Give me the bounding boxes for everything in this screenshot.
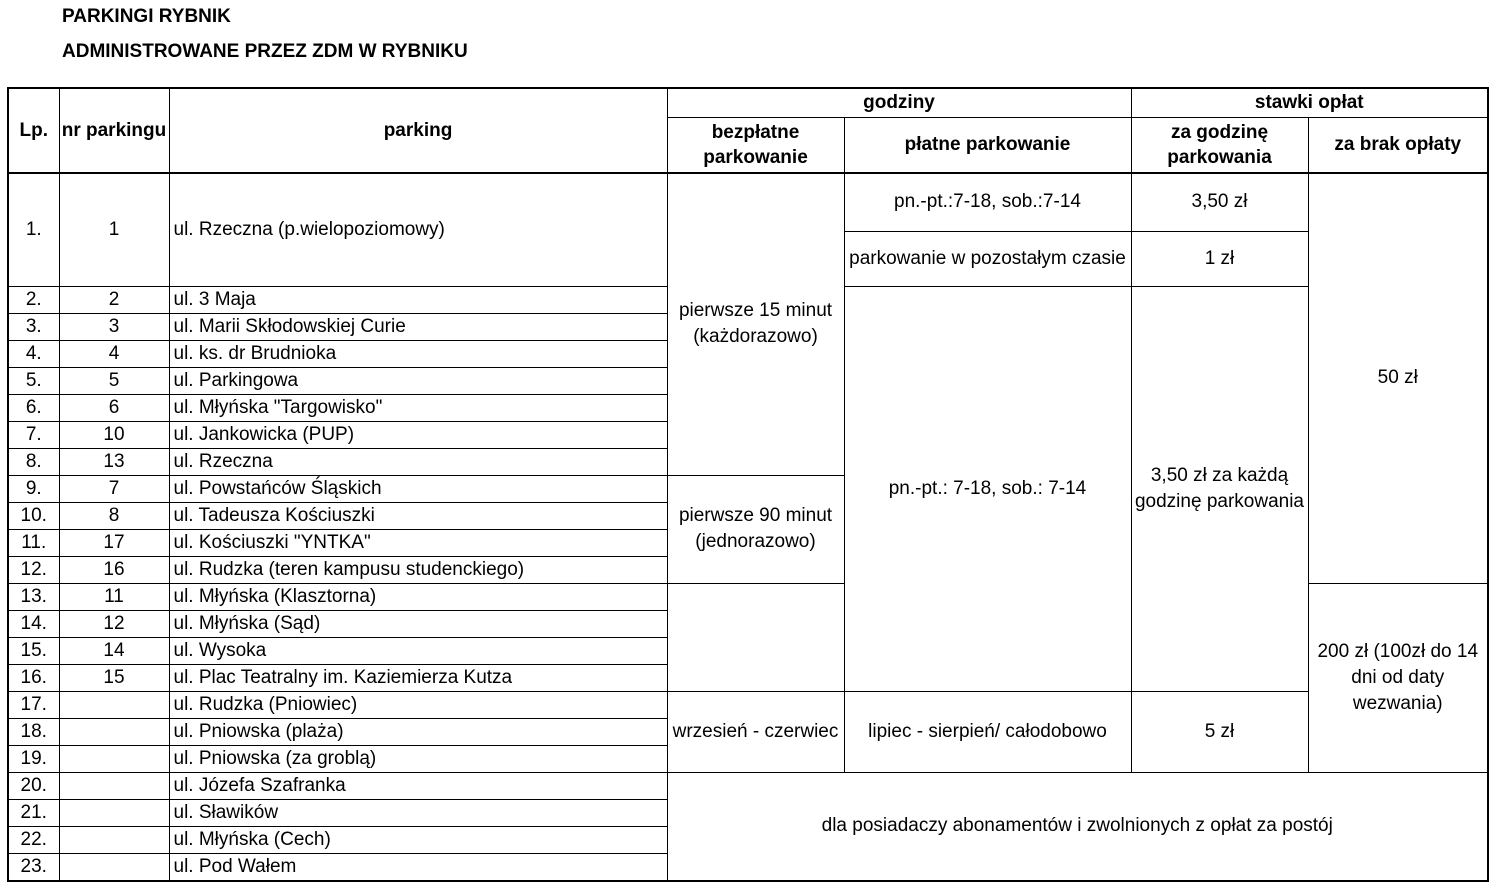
header-stawki-oplat: stawki opłat [1131, 88, 1488, 117]
cell-lp: 8. [8, 448, 59, 475]
cell-parking-name: ul. Jankowicka (PUP) [169, 421, 667, 448]
header-bezplatne: bezpłatne parkowanie [667, 117, 844, 173]
cell-lp: 2. [8, 286, 59, 313]
cell-parking-name: ul. Młyńska (Cech) [169, 826, 667, 853]
cell-nr: 12 [59, 610, 169, 637]
cell-subscribers: dla posiadaczy abonamentów i zwolnionych z opłat za postój [667, 772, 1488, 881]
cell-parking-name: ul. Pniowska (plaża) [169, 718, 667, 745]
cell-nr: 6 [59, 394, 169, 421]
cell-parking-name: ul. Młyńska "Targowisko" [169, 394, 667, 421]
cell-lp: 15. [8, 637, 59, 664]
cell-lp: 9. [8, 475, 59, 502]
cell-free-15: pierwsze 15 minut (każdorazowo) [667, 173, 844, 475]
cell-fine-50: 50 zł [1308, 173, 1488, 583]
cell-parking-name: ul. Rudzka (Pniowiec) [169, 691, 667, 718]
cell-nr: 11 [59, 583, 169, 610]
cell-lp: 18. [8, 718, 59, 745]
cell-lp: 19. [8, 745, 59, 772]
cell-rate-season: 5 zł [1131, 691, 1308, 772]
cell-lp: 14. [8, 610, 59, 637]
cell-nr: 17 [59, 529, 169, 556]
cell-parking-name: ul. Plac Teatralny im. Kaziemierza Kutza [169, 664, 667, 691]
cell-nr: 3 [59, 313, 169, 340]
cell-nr [59, 745, 169, 772]
cell-rate-rest-1: 1 zł [1131, 231, 1308, 286]
cell-parking-name: ul. Pod Wałem [169, 853, 667, 881]
cell-lp: 20. [8, 772, 59, 799]
cell-free-empty [667, 583, 844, 691]
cell-parking-name: ul. Rzeczna [169, 448, 667, 475]
cell-parking-name: ul. ks. dr Brudnioka [169, 340, 667, 367]
cell-lp: 5. [8, 367, 59, 394]
cell-nr [59, 826, 169, 853]
cell-parking-name: ul. 3 Maja [169, 286, 667, 313]
cell-parking-name: ul. Marii Skłodowskiej Curie [169, 313, 667, 340]
cell-lp: 4. [8, 340, 59, 367]
cell-parking-name: ul. Wysoka [169, 637, 667, 664]
cell-lp: 16. [8, 664, 59, 691]
cell-parking-name: ul. Rudzka (teren kampusu studenckiego) [169, 556, 667, 583]
cell-rate-main: 3,50 zł za każdą godzinę parkowania [1131, 286, 1308, 691]
cell-nr: 5 [59, 367, 169, 394]
cell-parking-name: ul. Pniowska (za groblą) [169, 745, 667, 772]
cell-lp: 10. [8, 502, 59, 529]
cell-paid-main: pn.-pt.: 7-18, sob.: 7-14 [844, 286, 1131, 691]
cell-lp: 3. [8, 313, 59, 340]
cell-paid-rest-1: parkowanie w pozostałym czasie [844, 231, 1131, 286]
cell-parking-name: ul. Rzeczna (p.wielopoziomowy) [169, 173, 667, 286]
cell-lp: 1. [8, 173, 59, 286]
cell-nr: 13 [59, 448, 169, 475]
cell-free-season: wrzesień - czerwiec [667, 691, 844, 772]
cell-nr: 14 [59, 637, 169, 664]
cell-lp: 6. [8, 394, 59, 421]
header-parking: parking [169, 88, 667, 173]
page-subtitle: ADMINISTROWANE PRZEZ ZDM W RYBNIKU [62, 41, 468, 62]
cell-nr [59, 772, 169, 799]
cell-lp: 22. [8, 826, 59, 853]
cell-parking-name: ul. Młyńska (Klasztorna) [169, 583, 667, 610]
cell-parking-name: ul. Powstańców Śląskich [169, 475, 667, 502]
cell-parking-name: ul. Młyńska (Sąd) [169, 610, 667, 637]
cell-rate-hours-1: 3,50 zł [1131, 173, 1308, 231]
header-za-godzine: za godzinę parkowania [1131, 117, 1308, 173]
cell-lp: 11. [8, 529, 59, 556]
cell-parking-name: ul. Józefa Szafranka [169, 772, 667, 799]
cell-nr: 16 [59, 556, 169, 583]
cell-parking-name: ul. Tadeusza Kościuszki [169, 502, 667, 529]
cell-nr: 7 [59, 475, 169, 502]
cell-lp: 13. [8, 583, 59, 610]
cell-nr: 2 [59, 286, 169, 313]
header-platne: płatne parkowanie [844, 117, 1131, 173]
cell-nr: 1 [59, 173, 169, 286]
parking-table [7, 87, 1489, 882]
cell-nr [59, 799, 169, 826]
header-za-brak: za brak opłaty [1308, 117, 1488, 173]
cell-paid-season: lipiec - sierpień/ całodobowo [844, 691, 1131, 772]
cell-lp: 21. [8, 799, 59, 826]
cell-nr [59, 691, 169, 718]
cell-nr: 8 [59, 502, 169, 529]
cell-nr [59, 718, 169, 745]
page-title: PARKINGI RYBNIK [62, 6, 231, 27]
header-godziny: godziny [667, 88, 1131, 117]
cell-parking-name: ul. Parkingowa [169, 367, 667, 394]
cell-fine-200: 200 zł (100zł do 14 dni od daty wezwania) [1308, 583, 1488, 772]
header-lp: Lp. [8, 88, 59, 173]
cell-paid-hours-1: pn.-pt.:7-18, sob.:7-14 [844, 173, 1131, 231]
header-nr-parkingu: nr parkingu [59, 88, 169, 173]
cell-lp: 17. [8, 691, 59, 718]
cell-parking-name: ul. Sławików [169, 799, 667, 826]
cell-lp: 23. [8, 853, 59, 881]
cell-nr: 15 [59, 664, 169, 691]
cell-lp: 7. [8, 421, 59, 448]
cell-lp: 12. [8, 556, 59, 583]
cell-nr: 4 [59, 340, 169, 367]
cell-nr [59, 853, 169, 881]
cell-nr: 10 [59, 421, 169, 448]
cell-parking-name: ul. Kościuszki "YNTKA" [169, 529, 667, 556]
cell-free-90: pierwsze 90 minut (jednorazowo) [667, 475, 844, 583]
